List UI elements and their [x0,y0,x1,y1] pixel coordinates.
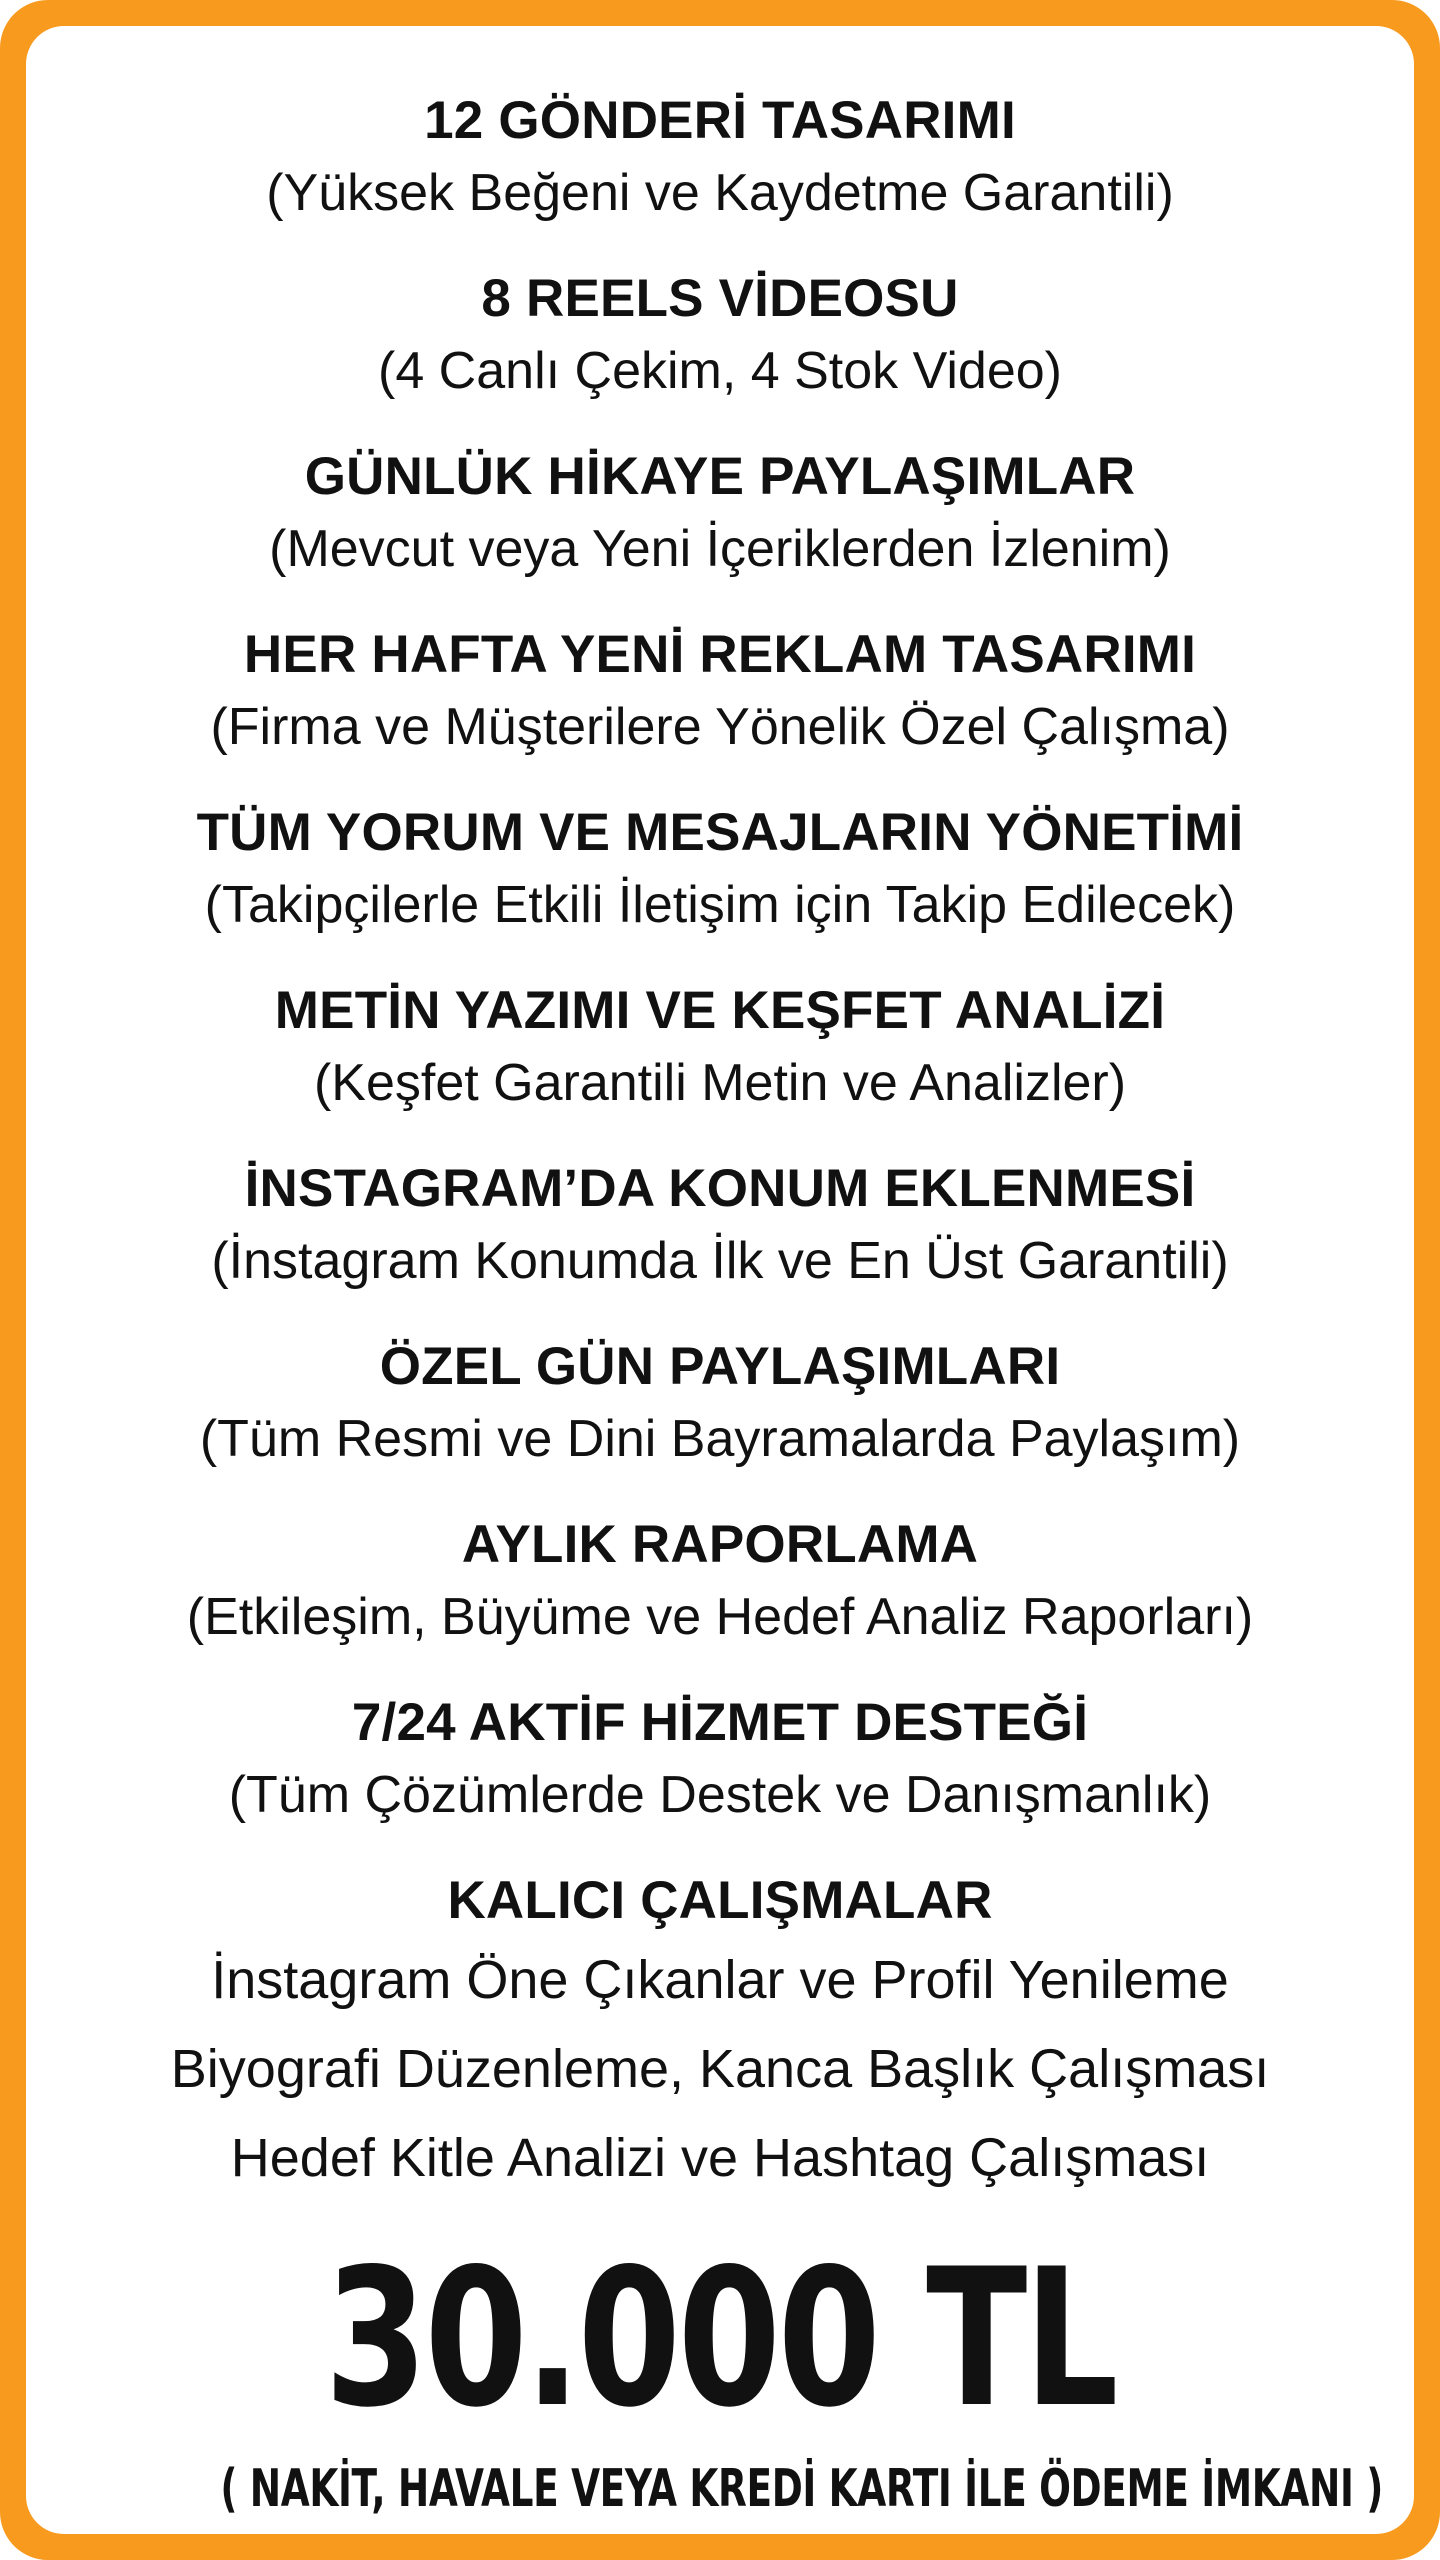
item-subtitle: (Tüm Çözümlerde Destek ve Danışmanlık) [228,1766,1212,1824]
list-item [26,1510,1414,1654]
permanent-line: Hedef Kitle Analizi ve Hashtag Çalışması [230,2128,1210,2188]
payment-note: ( NAKİT, HAVALE VEYA KREDİ KARTI İLE ÖDEME İMKANI ) [220,2459,1383,2519]
item-subtitle: (Takipçilerle Etkili İletişim için Takip Edilecek) [204,876,1236,934]
permanent-line: İnstagram Öne Çıkanlar ve Profil Yenileme [211,1950,1229,2010]
list-item [26,976,1414,1120]
item-subtitle: (Mevcut veya Yeni İçeriklerden İzlenim) [269,520,1171,578]
item-title: METİN YAZIMI VE KEŞFET ANALİZİ [274,981,1166,1040]
item-title: 12 GÖNDERİ TASARIMI [424,91,1016,150]
item-title: 8 REELS VİDEOSU [481,269,959,328]
item-subtitle: (Firma ve Müşterilere Yönelik Özel Çalışma) [210,698,1230,756]
permanent-line: Biyografi Düzenleme, Kanca Başlık Çalışması [170,2039,1270,2099]
item-title: HER HAFTA YENİ REKLAM TASARIMI [243,625,1197,684]
price-label: 30.000 TL [324,2228,1116,2449]
list-item [26,442,1414,586]
item-subtitle: (İnstagram Konumda İlk ve En Üst Garantili) [211,1232,1229,1290]
list-item [26,1154,1414,1298]
item-title: TÜM YORUM VE MESAJLARIN YÖNETİMİ [196,803,1244,862]
list-item [26,798,1414,942]
item-subtitle: (Etkileşim, Büyüme ve Hedef Analiz Raporları) [186,1588,1254,1646]
list-item [26,86,1414,230]
item-title: İNSTAGRAM’DA KONUM EKLENMESİ [244,1159,1196,1218]
item-title: 7/24 AKTİF HİZMET DESTEĞİ [351,1693,1089,1752]
item-title: AYLIK RAPORLAMA [461,1515,979,1574]
item-subtitle: (Tüm Resmi ve Dini Bayramalarda Paylaşım) [199,1410,1241,1468]
list-item [26,1332,1414,1476]
item-subtitle: (Yüksek Beğeni ve Kaydetme Garantili) [266,164,1174,222]
item-subtitle: (4 Canlı Çekim, 4 Stok Video) [378,342,1062,400]
item-subtitle: (Keşfet Garantili Metin ve Analizler) [313,1054,1127,1112]
list-item [26,264,1414,408]
item-title: GÜNLÜK HİKAYE PAYLAŞIMLAR [304,447,1136,506]
list-item [26,620,1414,764]
list-item [26,1688,1414,1832]
permanent-title: KALICI ÇALIŞMALAR [447,1871,993,1930]
permanent-works [26,1866,1414,2203]
service-list [26,86,1414,2203]
item-title: ÖZEL GÜN PAYLAŞIMLARI [379,1337,1061,1396]
price-card [26,26,1414,2534]
